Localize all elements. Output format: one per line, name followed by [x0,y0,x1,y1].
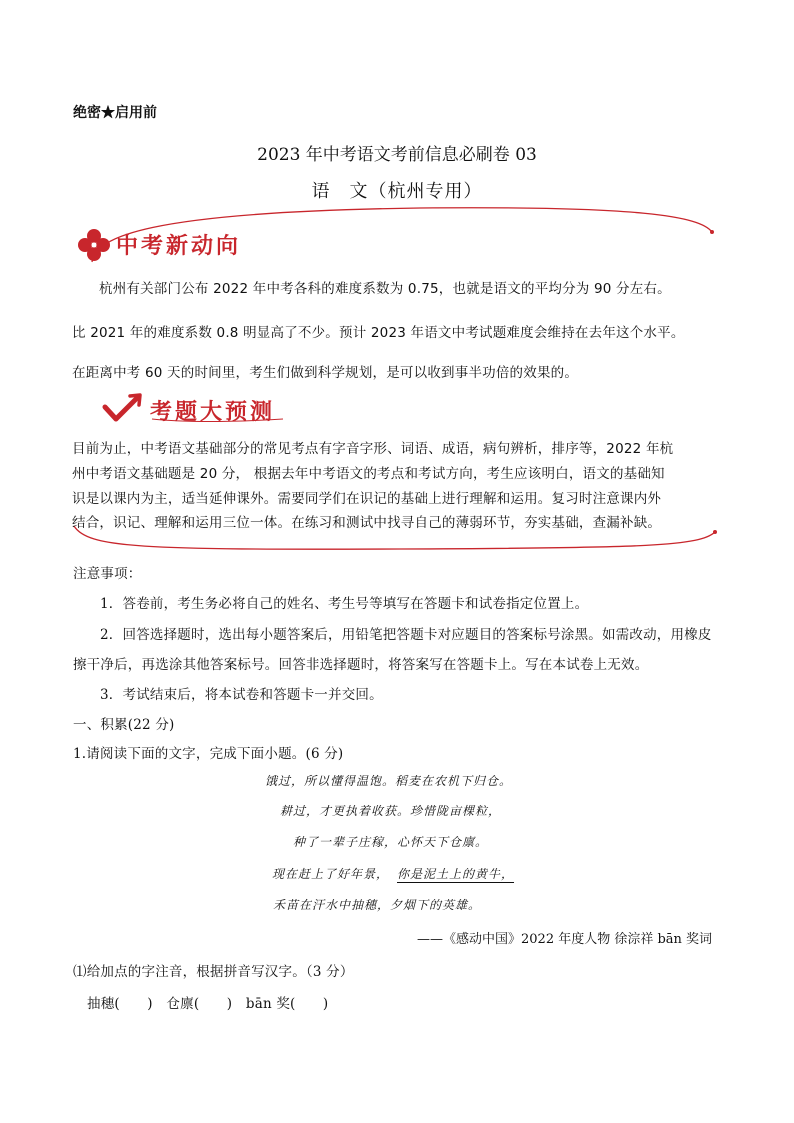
forecast-line-1: 目前为止，中考语文基础部分的常见考点有字音字形、词语、成语，病句辨析，排序等，2022 年杭 [72,441,674,457]
question-1: 1.请阅读下面的文字，完成下面小题。(6 分) [73,746,344,762]
confidential-label: 绝密★启用前 [73,105,157,121]
poem-line-2: 耕过，才更执着收获。珍惜陇亩棵粒， [280,804,502,818]
note-item-1: 1．答卷前，考生务必将自己的姓名、考生号等填写在答题卡和试卷指定位置上。 [100,596,589,612]
forecast-line-3: 识是以课内为主，适当延伸课外。需要同学们在识记的基础上进行理解和运用。复习时注意课内外 [72,491,662,507]
section-forecast-heading: 考题大预测 [150,400,276,425]
poem-line-3: 种了一辈子庄稼，心怀天下仓廪。 [293,835,489,849]
trend-line-1: 杭州有关部门公布 2022 年中考各科的难度系数为 0.75，也就是语文的平均分为 90 分左右。 [99,281,671,297]
note-item-2: 2．回答选择题时，选出每小题答案后，用铅笔把答题卡对应题目的答案标号涂黑。如需改动，用橡皮 [100,627,712,643]
forecast-line-2: 州中考语文基础题是 20 分， 根据去年中考语文的考点和考试方向，考生应该明白，语文的基础知 [72,466,665,482]
answer-blanks: 抽穗( ) 仓廪( ) bān 奖( ) [87,996,329,1012]
section-trend-heading: 中考新动向 [116,234,242,259]
subquestion-1: ⑴给加点的字注音，根据拼音写汉字。（3 分） [73,964,354,980]
trend-line-2: 比 2021 年的难度系数 0.8 明显高了不少。预计 2023 年语文中考试题难度会维持在去年这个水平。 [72,325,685,341]
forecast-line-4: 结合，识记、理解和运用三位一体。在练习和测试中找寻自己的薄弱环节，夯实基础，查漏补缺。 [72,515,662,531]
poem-line-4-underlined: 你是泥土上的黄牛， [397,867,515,881]
checkmark-arrow-icon [102,393,144,425]
poem-line-4: 现在赶上了好年景， [272,867,390,881]
note-item-3: 3．考试结束后，将本试卷和答题卡一并交回。 [100,687,383,703]
exam-subtitle: 语 文（杭州专用） [311,181,483,202]
trend-line-3: 在距离中考 60 天的时间里，考生们做到科学规划，是可以收到事半功倍的效果的。 [72,365,579,381]
clover-icon [76,227,112,263]
poem-credit: ——《感动中国》2022 年度人物 徐淙祥 bān 奖词 [417,932,713,947]
exam-title: 2023 年中考语文考前信息必刷卷 03 [257,145,537,165]
poem-line-5: 禾苗在汗水中抽穗，夕烟下的英雄。 [273,898,482,912]
notes-heading: 注意事项： [73,566,142,582]
note-item-2-cont: 擦干净后，再选涂其他答案标号。回答非选择题时，将答案写在答题卡上。写在本试卷上无效。 [73,657,649,673]
part1-heading: 一、积累(22 分) [73,717,175,733]
poem-line-1: 饿过，所以懂得温饱。稻麦在农机下归仓。 [265,774,513,788]
